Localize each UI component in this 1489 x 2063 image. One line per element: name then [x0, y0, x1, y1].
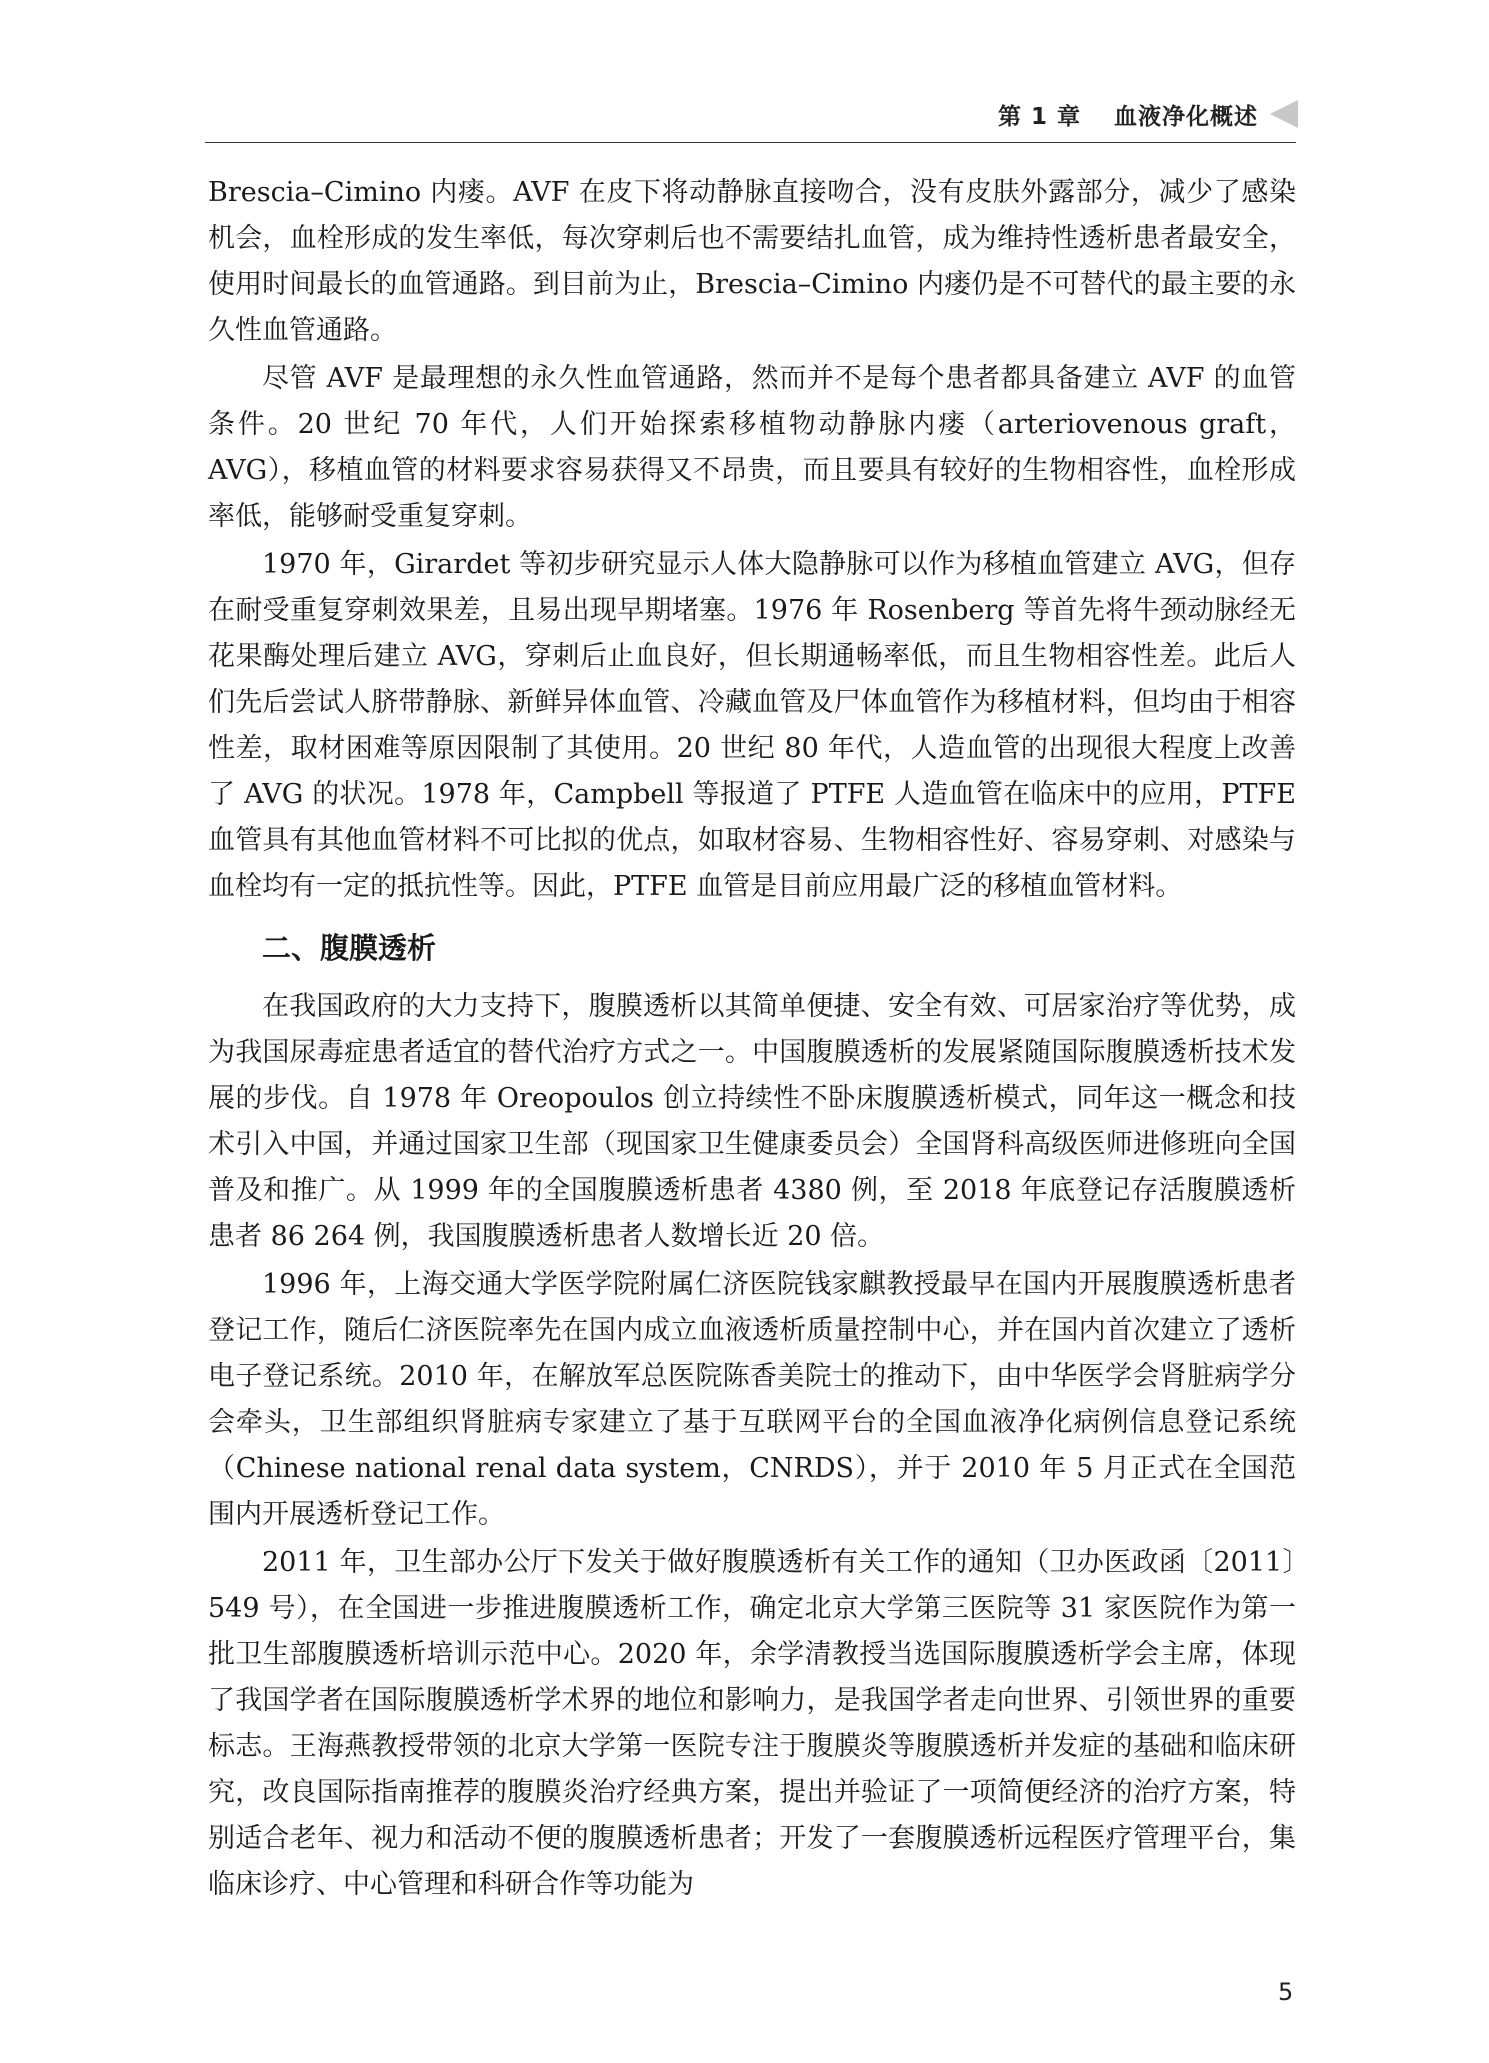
- section-heading: 二、腹膜透析: [262, 931, 437, 965]
- paragraph: 2011 年，卫生部办公厅下发关于做好腹膜透析有关工作的通知（卫办医政函〔2011〕549 号），在全国进一步推进腹膜透析工作，确定北京大学第三医院等 31 家医院作为第一批卫生部腹膜透析培训示范中心。2020 年，余学清教授当选国际腹膜透析学会主席，体现了我国学者在国际腹膜透析学术界的地位和影响力，是我国学者走向世界、引领世界的重要标志。王海燕教授带领的北京大学第一医院专注于腹膜炎等腹膜透析并发症的基础和临床研究，改良国际指南推荐的腹膜炎治疗经典方案，提出并验证了一项简便经济的治疗方案，特别适合老年、视力和活动不便的腹膜透析患者；开发了一套腹膜透析远程医疗管理平台，集临床诊疗、中心管理和科研合作等功能为: [208, 1547, 1296, 1900]
- page-body: [208, 170, 1296, 1910]
- paragraph: 在我国政府的大力支持下，腹膜透析以其简单便捷、安全有效、可居家治疗等优势，成为我国尿毒症患者适宜的替代治疗方式之一。中国腹膜透析的发展紧随国际腹膜透析技术发展的步伐。自 1978 年 Oreopoulos 创立持续性不卧床腹膜透析模式，同年这一概念和技术引入中国，并通过国家卫生部（现国家卫生健康委员会）全国肾科高级医师进修班向全国普及和推广。从 1999 年的全国腹膜透析患者 4380 例，至 2018 年底登记存活腹膜透析患者 86 264 例，我国腹膜透析患者人数增长近 20 倍。: [208, 991, 1296, 1252]
- triangle-marker-icon: [1270, 100, 1298, 128]
- chapter-title: 第 1 章 血液净化概述: [997, 104, 1258, 130]
- paragraph: 1996 年，上海交通大学医学院附属仁济医院钱家麒教授最早在国内开展腹膜透析患者登记工作，随后仁济医院率先在国内成立血液透析质量控制中心，并在国内首次建立了透析电子登记系统。2010 年，在解放军总医院陈香美院士的推动下，由中华医学会肾脏病学分会牵头，卫生部组织肾脏病专家建立了基于互联网平台的全国血液净化病例信息登记系统（Chinese national renal data system，CNRDS），并于 2010 年 5 月正式在全国范围内开展透析登记工作。: [208, 1269, 1296, 1530]
- running-header: [205, 92, 1296, 143]
- paragraph: 1970 年，Girardet 等初步研究显示人体大隐静脉可以作为移植血管建立 AVG，但存在耐受重复穿刺效果差，且易出现早期堵塞。1976 年 Rosenberg 等首先将牛颈动脉经无花果酶处理后建立 AVG，穿刺后止血良好，但长期通畅率低，而且生物相容性差。此后人们先后尝试人脐带静脉、新鲜异体血管、冷藏血管及尸体血管作为移植材料，但均由于相容性差，取材困难等原因限制了其使用。20 世纪 80 年代，人造血管的出现很大程度上改善了 AVG 的状况。1978 年，Campbell 等报道了 PTFE 人造血管在临床中的应用，PTFE 血管具有其他血管材料不可比拟的优点，如取材容易、生物相容性好、容易穿刺、对感染与血栓均有一定的抵抗性等。因此，PTFE 血管是目前应用最广泛的移植血管材料。: [208, 549, 1296, 902]
- paragraph: 尽管 AVF 是最理想的永久性血管通路，然而并不是每个患者都具备建立 AVF 的血管条件。20 世纪 70 年代，人们开始探索移植物动静脉内瘘（arteriovenous graft，AVG），移植血管的材料要求容易获得又不昂贵，而且要具有较好的生物相容性，血栓形成率低，能够耐受重复穿刺。: [208, 363, 1296, 532]
- paragraph: Brescia–Cimino 内瘘。AVF 在皮下将动静脉直接吻合，没有皮肤外露部分，减少了感染机会，血栓形成的发生率低，每次穿刺后也不需要结扎血管，成为维持性透析患者最安全，使用时间最长的血管通路。到目前为止，Brescia–Cimino 内瘘仍是不可替代的最主要的永久性血管通路。: [208, 177, 1296, 346]
- page-number: 5: [1278, 1978, 1294, 2006]
